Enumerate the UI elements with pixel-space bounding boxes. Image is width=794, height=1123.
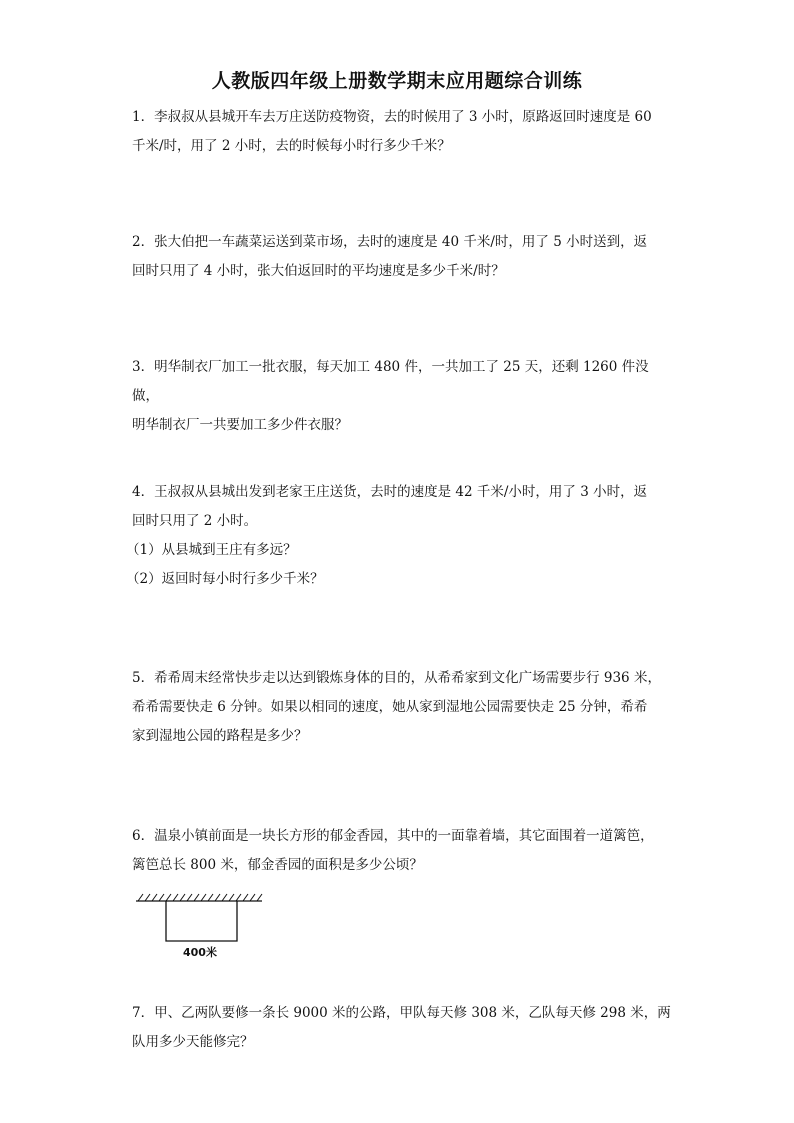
question-7 bbox=[132, 999, 672, 1057]
question-line: 希希需要快走 6 分钟。如果以相同的速度，她从家到湿地公园需要快走 25 分钟，希希 bbox=[132, 699, 648, 715]
question-line: 篱笆总长 800 米，郁金香园的面积是多少公顷？ bbox=[132, 857, 423, 873]
question-line: 千米/时，用了 2 小时，去的时候每小时行多少千米？ bbox=[132, 138, 451, 154]
question-line: 5．希希周末经常快步走以达到锻炼身体的目的，从希希家到文化广场需要步行 936 米， bbox=[132, 670, 661, 686]
question-4 bbox=[126, 478, 672, 594]
question-line: 6．温泉小镇前面是一块长方形的郁金香园，其中的一面靠着墙，其它面围着一道篱笆， bbox=[132, 828, 654, 844]
question-line: 1．李叔叔从县城开车去万庄送防疫物资，去的时候用了 3 小时，原路返回时速度是 60 bbox=[132, 109, 652, 125]
sub-question-2: （2）返回时每小时行多少千米？ bbox=[126, 571, 324, 587]
sub-question-1: （1）从县城到王庄有多远？ bbox=[126, 542, 297, 558]
page-title: 人教版四年级上册数学期末应用题综合训练 bbox=[211, 70, 583, 92]
question-6 bbox=[132, 822, 672, 880]
question-line: 3．明华制衣厂加工一批衣服，每天加工 480 件，一共加工了 25 天，还剩 1260 件没做， bbox=[132, 359, 649, 404]
question-line: 家到湿地公园的路程是多少？ bbox=[132, 728, 308, 744]
garden-figure bbox=[136, 893, 266, 963]
question-line: 明华制衣厂一共要加工多少件衣服？ bbox=[132, 417, 348, 433]
question-5 bbox=[132, 664, 672, 751]
question-3 bbox=[132, 353, 672, 440]
wall-fence-diagram bbox=[136, 893, 266, 948]
question-line: 回时只用了 2 小时。 bbox=[132, 513, 258, 529]
question-1 bbox=[132, 103, 672, 161]
question-line: 2．张大伯把一车蔬菜运送到菜市场，去时的速度是 40 千米/时，用了 5 小时送到，返 bbox=[132, 234, 648, 250]
question-line: 7．甲、乙两队要修一条长 9000 米的公路，甲队每天修 308 米，乙队每天修 298 米，两 bbox=[132, 1005, 671, 1021]
question-2 bbox=[132, 228, 672, 286]
question-line: 回时只用了 4 小时，张大伯返回时的平均速度是多少千米/时？ bbox=[132, 263, 505, 279]
fence-length-label: 400米 bbox=[183, 946, 217, 959]
question-line: 队用多少天能修完？ bbox=[132, 1034, 254, 1050]
question-line: 4．王叔叔从县城出发到老家王庄送货，去时的速度是 42 千米/小时，用了 3 小时，返 bbox=[132, 484, 648, 500]
